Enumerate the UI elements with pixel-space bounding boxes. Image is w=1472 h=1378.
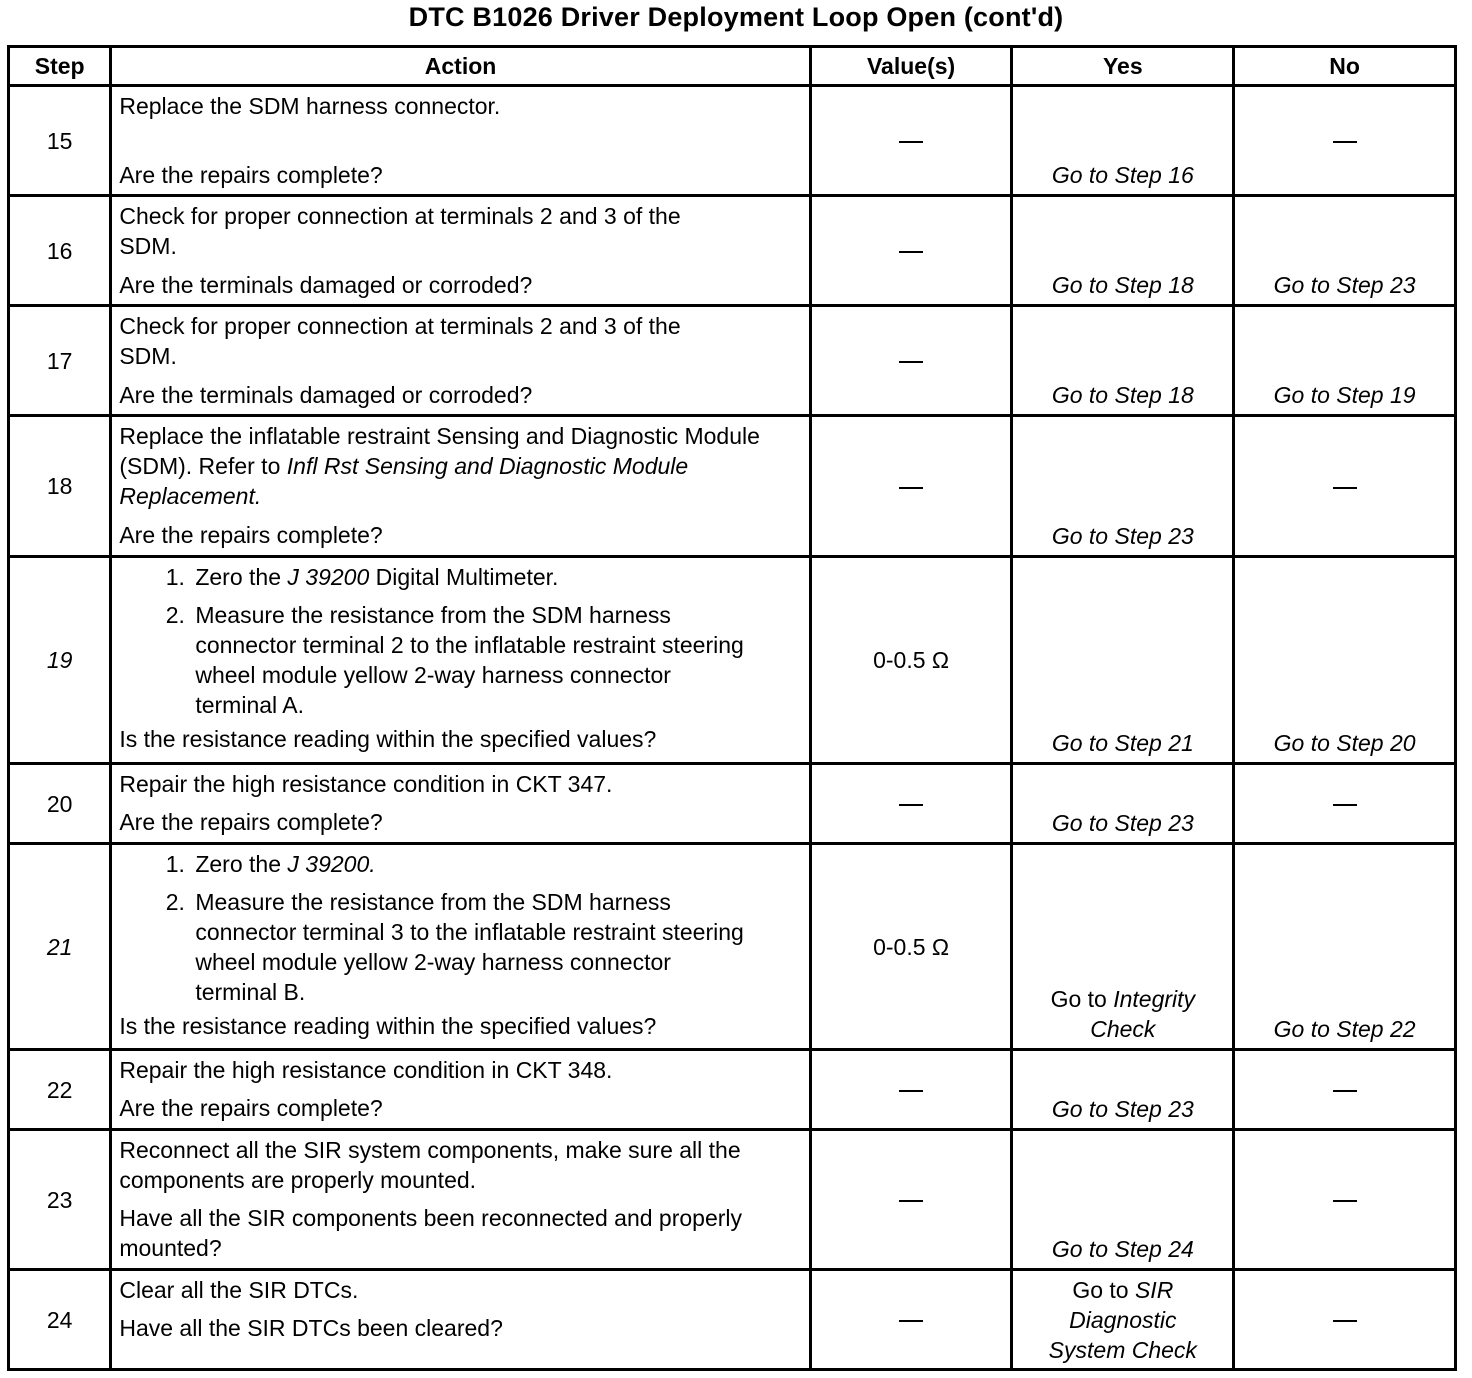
no-cell bbox=[1234, 1050, 1456, 1130]
action-cell bbox=[111, 306, 810, 416]
dash-mark bbox=[1333, 1320, 1357, 1322]
header-values: Value(s) bbox=[810, 47, 1012, 86]
tool-name: J 39200 bbox=[287, 564, 370, 590]
step-number: 17 bbox=[9, 306, 111, 416]
yes-cell: Go to Step 23 bbox=[1012, 764, 1234, 844]
action-cell bbox=[111, 844, 810, 1050]
action-cell bbox=[111, 1270, 810, 1370]
value-cell bbox=[810, 416, 1012, 557]
dash-mark bbox=[1333, 1200, 1357, 1202]
no-cell: Go to Step 20 bbox=[1234, 557, 1456, 764]
step-number: 18 bbox=[9, 416, 111, 557]
action-question: Are the repairs complete? bbox=[119, 809, 383, 835]
list-item: 1. Zero the J 39200. bbox=[191, 849, 802, 879]
value-cell bbox=[810, 1050, 1012, 1130]
list-item: 2. Measure the resistance from the SDM harness connector terminal 2 to the inflatable restraint steering wheel module yellow 2-way harness connector terminal A. bbox=[191, 600, 755, 720]
action-reference: Infl Rst Sensing and Diagnostic Module Replacement. bbox=[119, 453, 689, 509]
step-number: 23 bbox=[9, 1130, 111, 1270]
action-question: Are the repairs complete? bbox=[119, 1095, 383, 1121]
action-question: Are the repairs complete? bbox=[119, 522, 383, 548]
step-number: 15 bbox=[9, 86, 111, 196]
action-question: Is the resistance reading within the specified values? bbox=[119, 1013, 657, 1039]
table-row bbox=[9, 196, 1456, 306]
value-cell bbox=[810, 86, 1012, 196]
no-cell bbox=[1234, 416, 1456, 557]
table-row bbox=[9, 1270, 1456, 1370]
table-row bbox=[9, 86, 1456, 196]
action-cell bbox=[111, 1050, 810, 1130]
no-cell: Go to Step 19 bbox=[1234, 306, 1456, 416]
action-question: Is the resistance reading within the specified values? bbox=[119, 726, 657, 752]
action-text: Check for proper connection at terminals 2 and 3 of the SDM. bbox=[119, 203, 681, 259]
dash-mark bbox=[899, 141, 923, 143]
action-question: Are the terminals damaged or corroded? bbox=[119, 382, 533, 408]
table-row bbox=[9, 416, 1456, 557]
action-text: Reconnect all the SIR system components, make sure all the components are properly mounted. bbox=[119, 1137, 741, 1193]
table-row bbox=[9, 1130, 1456, 1270]
yes-cell: Go to Step 23 bbox=[1012, 1050, 1234, 1130]
yes-reference: Integrity Check bbox=[1090, 986, 1196, 1042]
dash-mark bbox=[1333, 1090, 1357, 1092]
yes-cell: Go to Step 16 bbox=[1012, 86, 1234, 196]
dash-mark bbox=[899, 1200, 923, 1202]
value-cell bbox=[810, 196, 1012, 306]
dash-mark bbox=[1333, 804, 1357, 806]
step-number: 24 bbox=[9, 1270, 111, 1370]
header-action: Action bbox=[111, 47, 810, 86]
no-cell bbox=[1234, 1130, 1456, 1270]
action-text: Replace the SDM harness connector. bbox=[119, 93, 501, 119]
no-cell: Go to Step 22 bbox=[1234, 844, 1456, 1050]
table-row bbox=[9, 764, 1456, 844]
yes-cell: Go to Step 24 bbox=[1012, 1130, 1234, 1270]
action-text: Repair the high resistance condition in CKT 348. bbox=[119, 1057, 613, 1083]
diagnostic-table bbox=[7, 45, 1457, 1371]
value-cell bbox=[810, 1270, 1012, 1370]
step-number: 21 bbox=[9, 844, 111, 1050]
step-number: 19 bbox=[9, 557, 111, 764]
page-title: DTC B1026 Driver Deployment Loop Open (cont'd) bbox=[408, 2, 1064, 32]
action-text: Check for proper connection at terminals 2 and 3 of the SDM. bbox=[119, 313, 681, 369]
yes-cell: Go to Step 21 bbox=[1012, 557, 1234, 764]
header-step: Step bbox=[9, 47, 111, 86]
list-item: 1. Zero the J 39200 Digital Multimeter. bbox=[191, 562, 802, 592]
table-row bbox=[9, 306, 1456, 416]
step-number: 16 bbox=[9, 196, 111, 306]
action-text-main: Replace the inflatable restraint Sensing and Diagnostic Module (SDM). Refer to bbox=[119, 423, 760, 479]
action-cell bbox=[111, 557, 810, 764]
value-cell: 0-0.5 Ω bbox=[810, 557, 1012, 764]
header-yes: Yes bbox=[1012, 47, 1234, 86]
value-cell: 0-0.5 Ω bbox=[810, 844, 1012, 1050]
action-cell bbox=[111, 1130, 810, 1270]
value-cell bbox=[810, 306, 1012, 416]
tool-name: J 39200. bbox=[287, 851, 376, 877]
no-cell bbox=[1234, 86, 1456, 196]
dash-mark bbox=[899, 804, 923, 806]
table-row bbox=[9, 557, 1456, 764]
action-text: Clear all the SIR DTCs. bbox=[119, 1277, 359, 1303]
value-cell bbox=[810, 764, 1012, 844]
table-row bbox=[9, 1050, 1456, 1130]
action-cell bbox=[111, 196, 810, 306]
step-number: 22 bbox=[9, 1050, 111, 1130]
action-text bbox=[119, 421, 779, 511]
action-question: Have all the SIR DTCs been cleared? bbox=[119, 1315, 503, 1341]
action-cell bbox=[111, 764, 810, 844]
yes-cell: Go to Step 18 bbox=[1012, 196, 1234, 306]
no-cell bbox=[1234, 1270, 1456, 1370]
action-question: Have all the SIR components been reconnected and properly mounted? bbox=[119, 1205, 743, 1261]
dash-mark bbox=[899, 487, 923, 489]
yes-cell: Go to Step 23 bbox=[1012, 416, 1234, 557]
header-row bbox=[9, 47, 1456, 86]
action-cell bbox=[111, 86, 810, 196]
yes-reference: SIR Diagnostic System Check bbox=[1048, 1276, 1197, 1363]
action-question: Are the terminals damaged or corroded? bbox=[119, 272, 533, 298]
procedure-list bbox=[119, 562, 802, 720]
yes-cell: Go to Step 18 bbox=[1012, 306, 1234, 416]
table-row bbox=[9, 844, 1456, 1050]
list-item: 2. Measure the resistance from the SDM harness connector terminal 3 to the inflatable restraint steering wheel module yellow 2-way harness connector terminal B. bbox=[191, 887, 755, 1007]
yes-cell: Go to Integrity Check bbox=[1012, 844, 1234, 1050]
dash-mark bbox=[1333, 487, 1357, 489]
action-text: Repair the high resistance condition in CKT 347. bbox=[119, 771, 613, 797]
dash-mark bbox=[899, 1090, 923, 1092]
action-cell bbox=[111, 416, 810, 557]
no-cell: Go to Step 23 bbox=[1234, 196, 1456, 306]
yes-cell: Go to SIR Diagnostic System Check bbox=[1012, 1270, 1234, 1370]
action-question: Are the repairs complete? bbox=[119, 162, 383, 188]
dash-mark bbox=[899, 1320, 923, 1322]
no-cell bbox=[1234, 764, 1456, 844]
value-cell bbox=[810, 1130, 1012, 1270]
dash-mark bbox=[899, 251, 923, 253]
dash-mark bbox=[1333, 141, 1357, 143]
header-no: No bbox=[1234, 47, 1456, 86]
dash-mark bbox=[899, 361, 923, 363]
procedure-list bbox=[119, 849, 802, 1007]
step-number: 20 bbox=[9, 764, 111, 844]
